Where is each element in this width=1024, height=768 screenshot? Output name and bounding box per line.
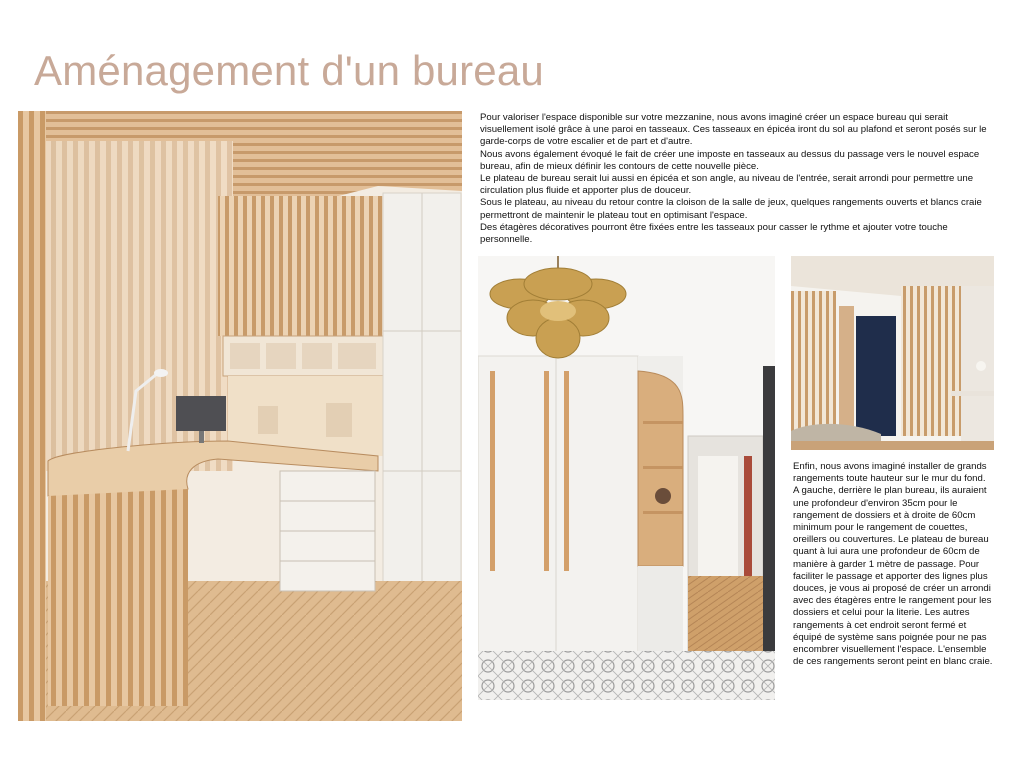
page-title: Aménagement d'un bureau xyxy=(34,47,544,94)
intro-paragraph: Des étagères décoratives pourront être fixées entre les tasseaux pour casser le rythme et ajouter votre touche personnelle. xyxy=(480,221,948,246)
intro-paragraph: Pour valoriser l'espace disponible sur votre mezzanine, nous avons imaginé créer un espace bureau qui serait visuellement isolé grâce à une paroi en tasseaux. Ces tasseaux en épicéa iront du sol au plafond et seront posés sur le garde-corps de votre escalier et de part et d'autre. xyxy=(480,112,987,148)
intro-paragraph: Sous le plateau, au niveau du retour contre la cloison de la salle de jeux, quelques rangements ouverts et blancs craie permettront de maintenir le plateau tout en optimisant l'espace. xyxy=(480,197,982,221)
side-text xyxy=(793,461,993,668)
intro-text xyxy=(480,112,992,246)
living-room-photo xyxy=(791,256,994,450)
side-paragraph: Enfin, nous avons imaginé installer de grands rangements toute hauteur sur le mur du fond. A gauche, derrière le plan bureau, ils auraient une profondeur d'environ 35cm pour le rangement de dossiers et à droite de 60cm minimum pour le rangement de couettes, oreillers ou couvertures. Le plateau de bureau quant à lui aura une profondeur de 60cm de manière à garder 1 mètre de passage. Pour faciliter le passage et apporter des lignes plus douces, je vous ai proposé de créer un arrondi avec des étagères entre le rangement pour les dossiers et celui pour la literie. Les autres rangements à cet endroit seront fermé et équipé de système sans poignée pour ne pas encombrer visuellement l'espace. L'ensemble de ces rangements seront peint en blanc craie. xyxy=(793,461,993,668)
office-render-photo xyxy=(18,111,462,721)
wardrobe-photo xyxy=(478,256,775,700)
intro-paragraph: Le plateau de bureau serait lui aussi en épicéa et son angle, au niveau de l'entrée, serait arrondi pour permettre une circulation plus fluide et apporter plus de douceur. xyxy=(480,173,974,197)
intro-paragraph: Nous avons également évoqué le fait de créer une imposte en tasseaux au dessus du passage vers le nouvel espace bureau, afin de mieux définir les contours de cette nouvelle pièce. xyxy=(480,148,980,172)
